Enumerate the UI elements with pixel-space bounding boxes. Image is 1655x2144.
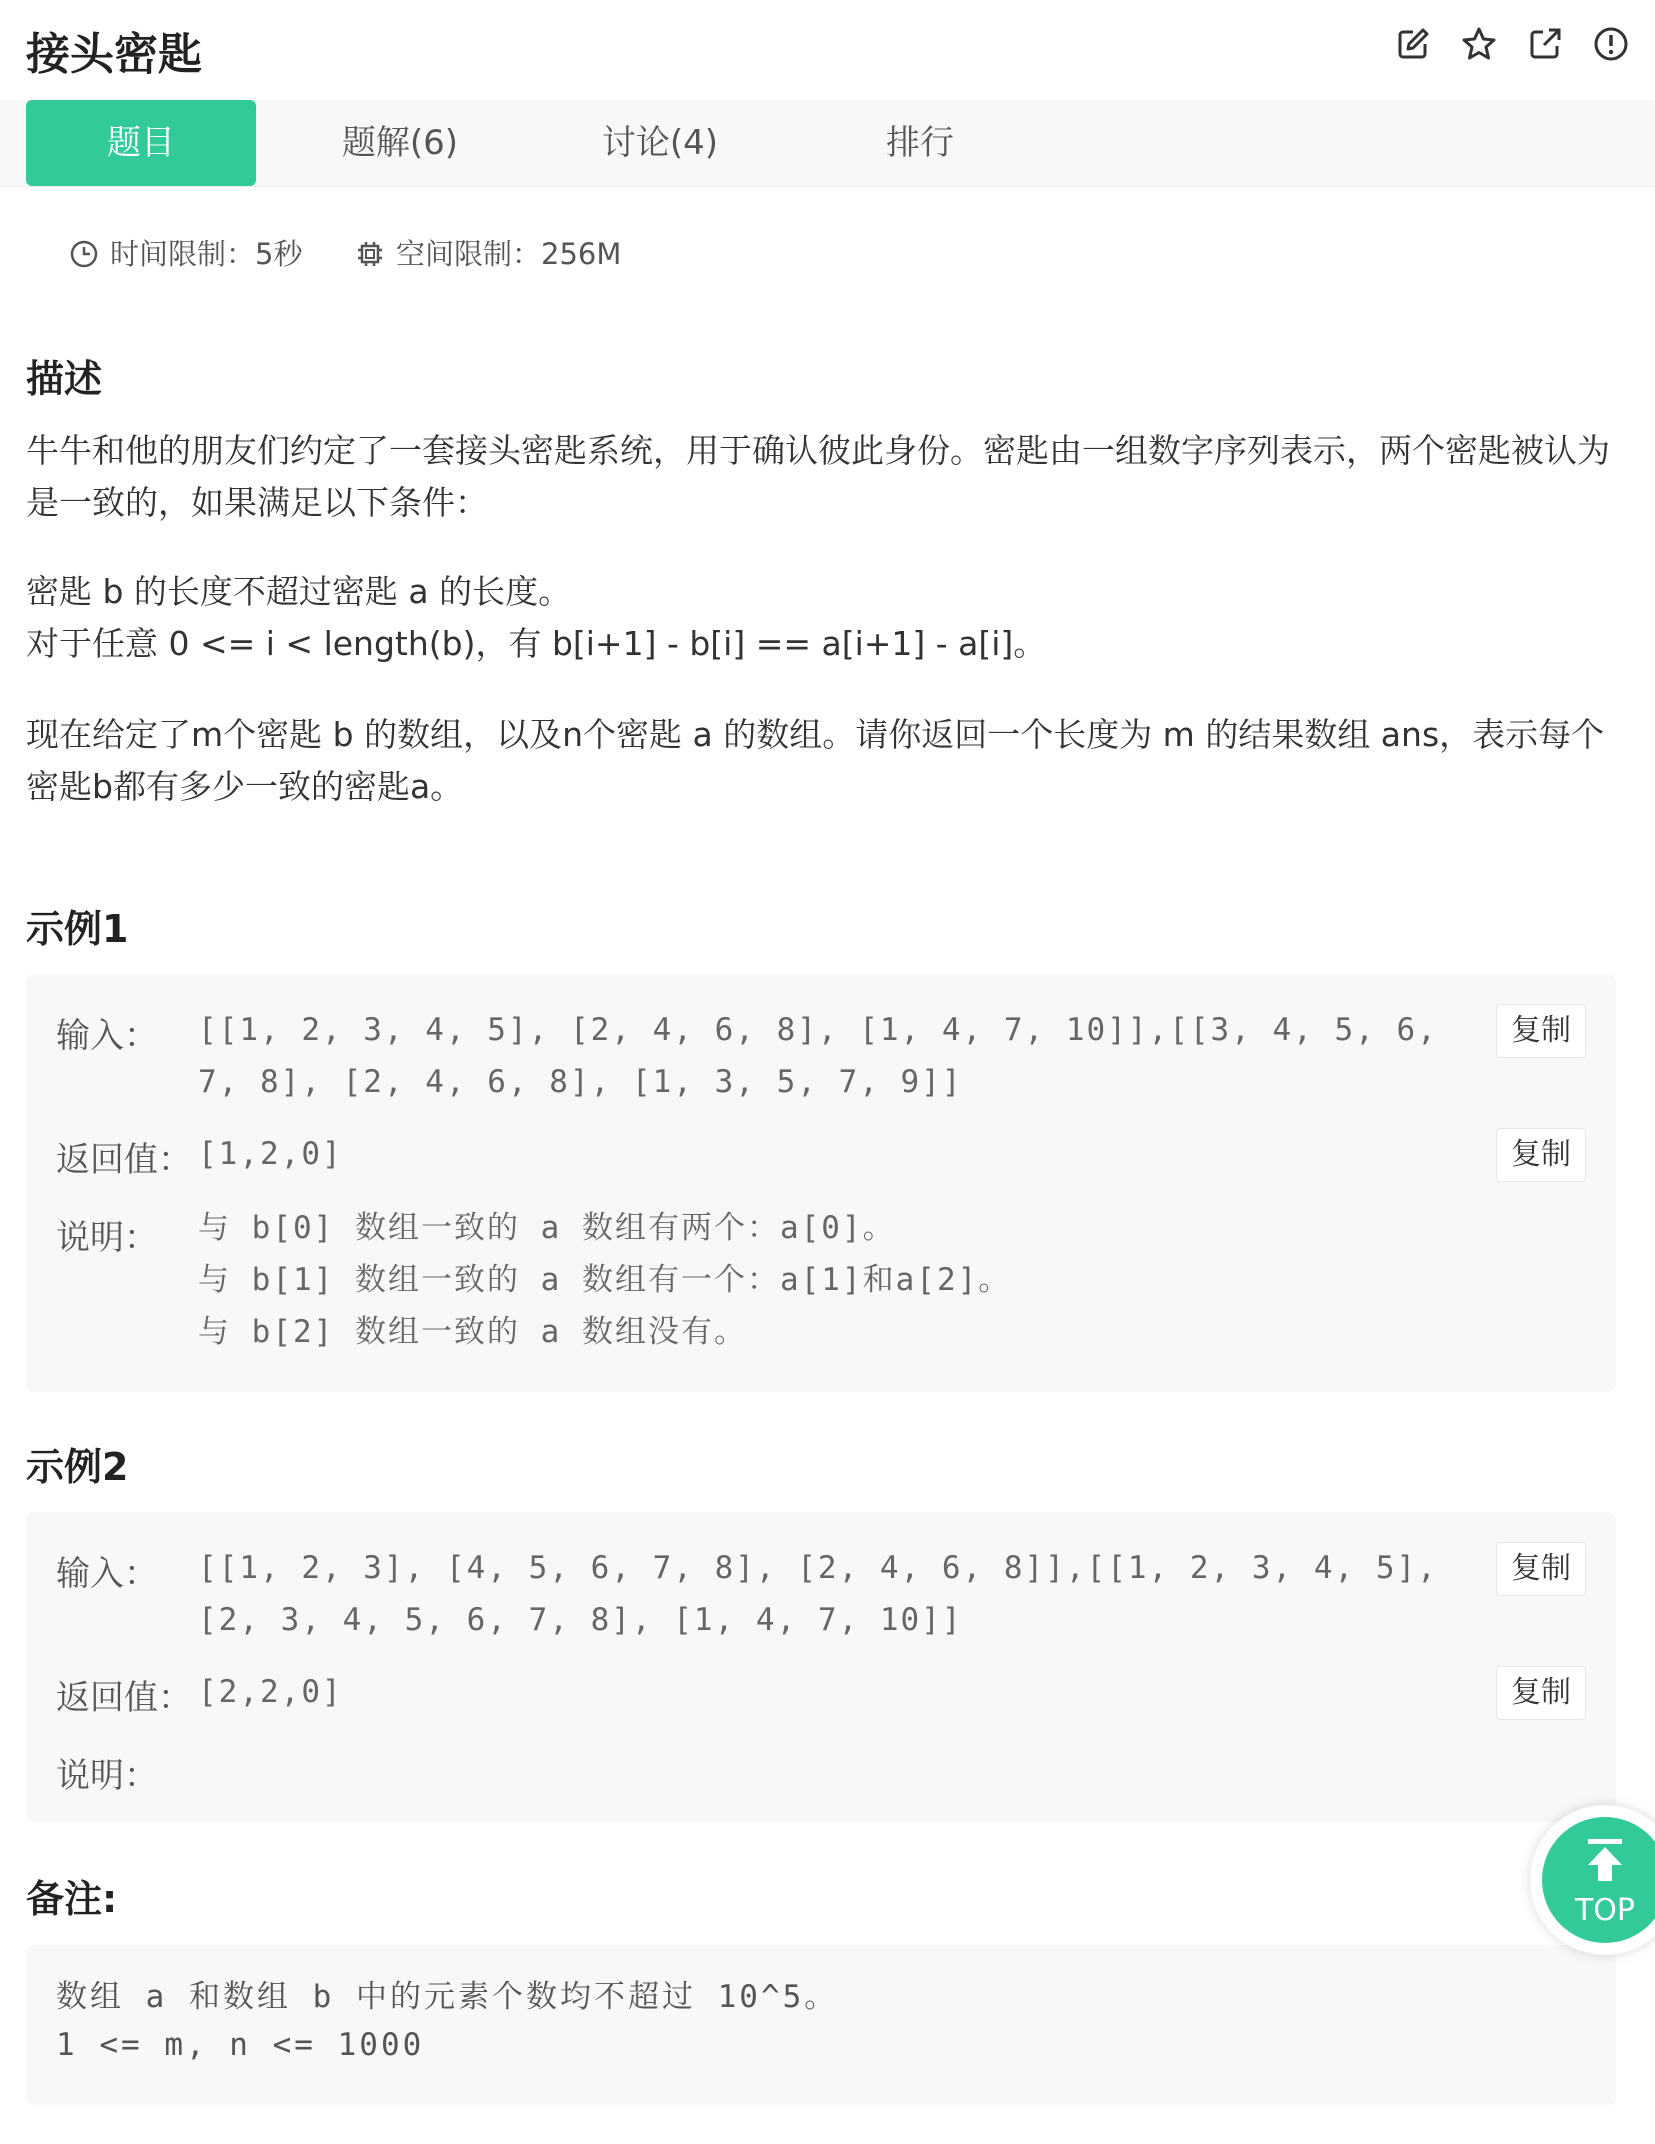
example2-output-label: 返回值： (56, 1678, 192, 1718)
description-cond2: 对于任意 0 <= i < length(b)，有 b[i+1] - b[i] == a[i+1] - a[i]。 (26, 624, 1047, 663)
star-icon[interactable] (1459, 24, 1499, 64)
example1-output-copy-button[interactable]: 复制 (1496, 1128, 1586, 1182)
notes-heading: 备注: (26, 1877, 118, 1921)
page-title: 接头密匙 (26, 29, 202, 80)
chip-icon (354, 238, 386, 270)
external-link-icon[interactable] (1525, 24, 1565, 64)
tab-ranking[interactable]: 排行 (886, 123, 954, 163)
space-limit-text: 空间限制：256M (396, 237, 622, 271)
back-to-top-label: TOP (1574, 1893, 1636, 1928)
description-p2: 现在给定了m个密匙 b 的数组，以及n个密匙 a 的数组。请你返回一个长度为 m 的结果数组 ans，表示每个密匙b都有多少一致的密匙a。 (26, 715, 1605, 806)
edit-icon[interactable] (1393, 24, 1433, 64)
tab-bar (0, 100, 1655, 187)
header (0, 0, 1655, 100)
example1-explain-3: 与 b[2] 数组一致的 a 数组没有。 (198, 1314, 747, 1350)
example1-input: [[1, 2, 3, 4, 5], [2, 4, 6, 8], [1, 4, 7, 10]],[[3, 4, 5, 6, 7, 8], [2, 4, 6, 8], [1, 3, 5, 7, 9]] (198, 1012, 1459, 1100)
example2-heading: 示例2 (26, 1445, 129, 1489)
back-to-top-inner (1542, 1817, 1655, 1943)
example1-output: [1,2,0] (198, 1136, 343, 1172)
notes-box (26, 1945, 1616, 2105)
tab-discussion[interactable]: 讨论(4) (601, 123, 719, 163)
example1-explain-label: 说明： (56, 1218, 158, 1258)
example1-output-label: 返回值： (56, 1140, 192, 1180)
example2-input-copy-button[interactable]: 复制 (1496, 1542, 1586, 1596)
arrow-up-icon (1580, 1835, 1630, 1885)
time-limit-text: 时间限制：5秒 (110, 237, 303, 271)
example2-input: [[1, 2, 3], [4, 5, 6, 7, 8], [2, 4, 6, 8]],[[1, 2, 3, 4, 5], [2, 3, 4, 5, 6, 7, 8], [1, 4, 7, 10]] (198, 1550, 1459, 1638)
notes-line-1: 数组 a 和数组 b 中的元素个数均不超过 10^5。 (56, 1979, 839, 2015)
example2-box (26, 1512, 1616, 1822)
example1-explain-2: 与 b[1] 数组一致的 a 数组有一个：a[1]和a[2]。 (198, 1262, 1012, 1298)
example2-output-copy-button[interactable]: 复制 (1496, 1666, 1586, 1720)
clock-icon (68, 238, 100, 270)
example2-output: [2,2,0] (198, 1674, 343, 1710)
notes-line-2: 1 <= m, n <= 1000 (56, 2027, 425, 2063)
tab-problem[interactable]: 题目 (26, 100, 256, 186)
description-p1: 牛牛和他的朋友们约定了一套接头密匙系统，用于确认彼此身份。密匙由一组数字序列表示，两个密匙被认为是一致的，如果满足以下条件： (26, 431, 1610, 522)
tab-solutions[interactable]: 题解(6) (341, 123, 459, 163)
example2-input-label: 输入： (56, 1554, 158, 1594)
example1-box (26, 974, 1616, 1392)
description-cond1: 密匙 b 的长度不超过密匙 a 的长度。 (26, 572, 572, 611)
example1-heading: 示例1 (26, 907, 129, 951)
example2-explain-label: 说明： (56, 1756, 158, 1796)
description-heading: 描述 (26, 357, 103, 401)
back-to-top-button[interactable] (1530, 1805, 1655, 1955)
example1-input-label: 输入： (56, 1016, 158, 1056)
alert-icon[interactable] (1591, 24, 1631, 64)
example1-explain-1: 与 b[0] 数组一致的 a 数组有两个：a[0]。 (198, 1210, 896, 1246)
example1-input-copy-button[interactable]: 复制 (1496, 1004, 1586, 1058)
